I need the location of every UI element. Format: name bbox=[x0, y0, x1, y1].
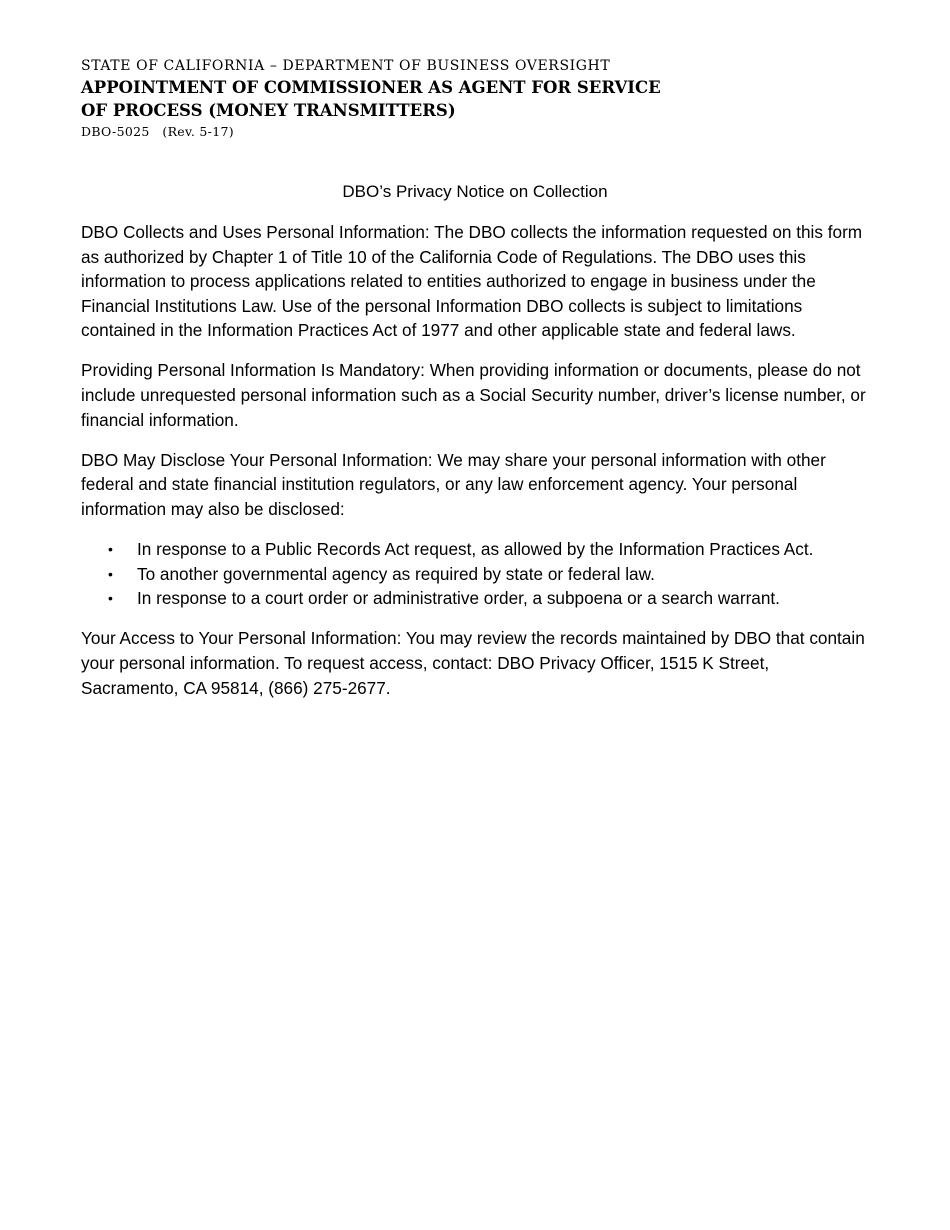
list-item-text: In response to a Public Records Act request, as allowed by the Information Practices Act. bbox=[137, 539, 814, 560]
paragraph-disclose: DBO May Disclose Your Personal Information: We may share your personal information with other federal and state financial institution regulators, or any law enforcement agency. Your personal information may also be disclosed: bbox=[81, 449, 826, 519]
form-header bbox=[81, 56, 881, 141]
privacy-notice-body bbox=[81, 220, 871, 716]
bullet-icon: • bbox=[108, 590, 113, 607]
list-item bbox=[81, 586, 871, 611]
bullet-icon: • bbox=[108, 541, 113, 558]
list-item-text: In response to a court order or administrative order, a subpoena or a search warrant. bbox=[137, 588, 780, 609]
list-item bbox=[81, 562, 871, 587]
agency-name: STATE OF CALIFORNIA – DEPARTMENT OF BUSINESS OVERSIGHT bbox=[81, 58, 611, 74]
bullet-icon: • bbox=[108, 565, 113, 582]
form-number: DBO-5025 (Rev. 5-17) bbox=[81, 124, 234, 139]
form-title-line-2: OF PROCESS (MONEY TRANSMITTERS) bbox=[81, 101, 456, 120]
paragraph-collects-and-uses: DBO Collects and Uses Personal Information: The DBO collects the information requested on this form as authorized by Chapter 1 of Title 10 of the California Code of Regulations. The DBO uses this information to process applications related to entities authorized to engage in business under the Financial Institutions Law. Use of the personal Information DBO collects is subject to limitations contained in the Information Practices Act of 1977 and other applicable state and federal laws. bbox=[81, 222, 863, 341]
paragraph-access: Your Access to Your Personal Information: You may review the records maintained by DBO that contain your personal information. To request access, contact: DBO Privacy Officer, 1515 K Street, Sacramento, CA 95814, (866) 275-2677. bbox=[81, 628, 865, 698]
list-item bbox=[81, 537, 871, 562]
form-title-line-1: APPOINTMENT OF COMMISSIONER AS AGENT FOR SERVICE bbox=[81, 78, 661, 97]
privacy-notice-heading: DBO’s Privacy Notice on Collection bbox=[342, 182, 608, 201]
disclosure-list bbox=[81, 537, 871, 611]
list-item-text: To another governmental agency as required by state or federal law. bbox=[137, 563, 655, 584]
paragraph-mandatory: Providing Personal Information Is Mandatory: When providing information or documents, please do not include unrequested personal information such as a Social Security number, driver’s license number, or financial information. bbox=[81, 360, 866, 430]
